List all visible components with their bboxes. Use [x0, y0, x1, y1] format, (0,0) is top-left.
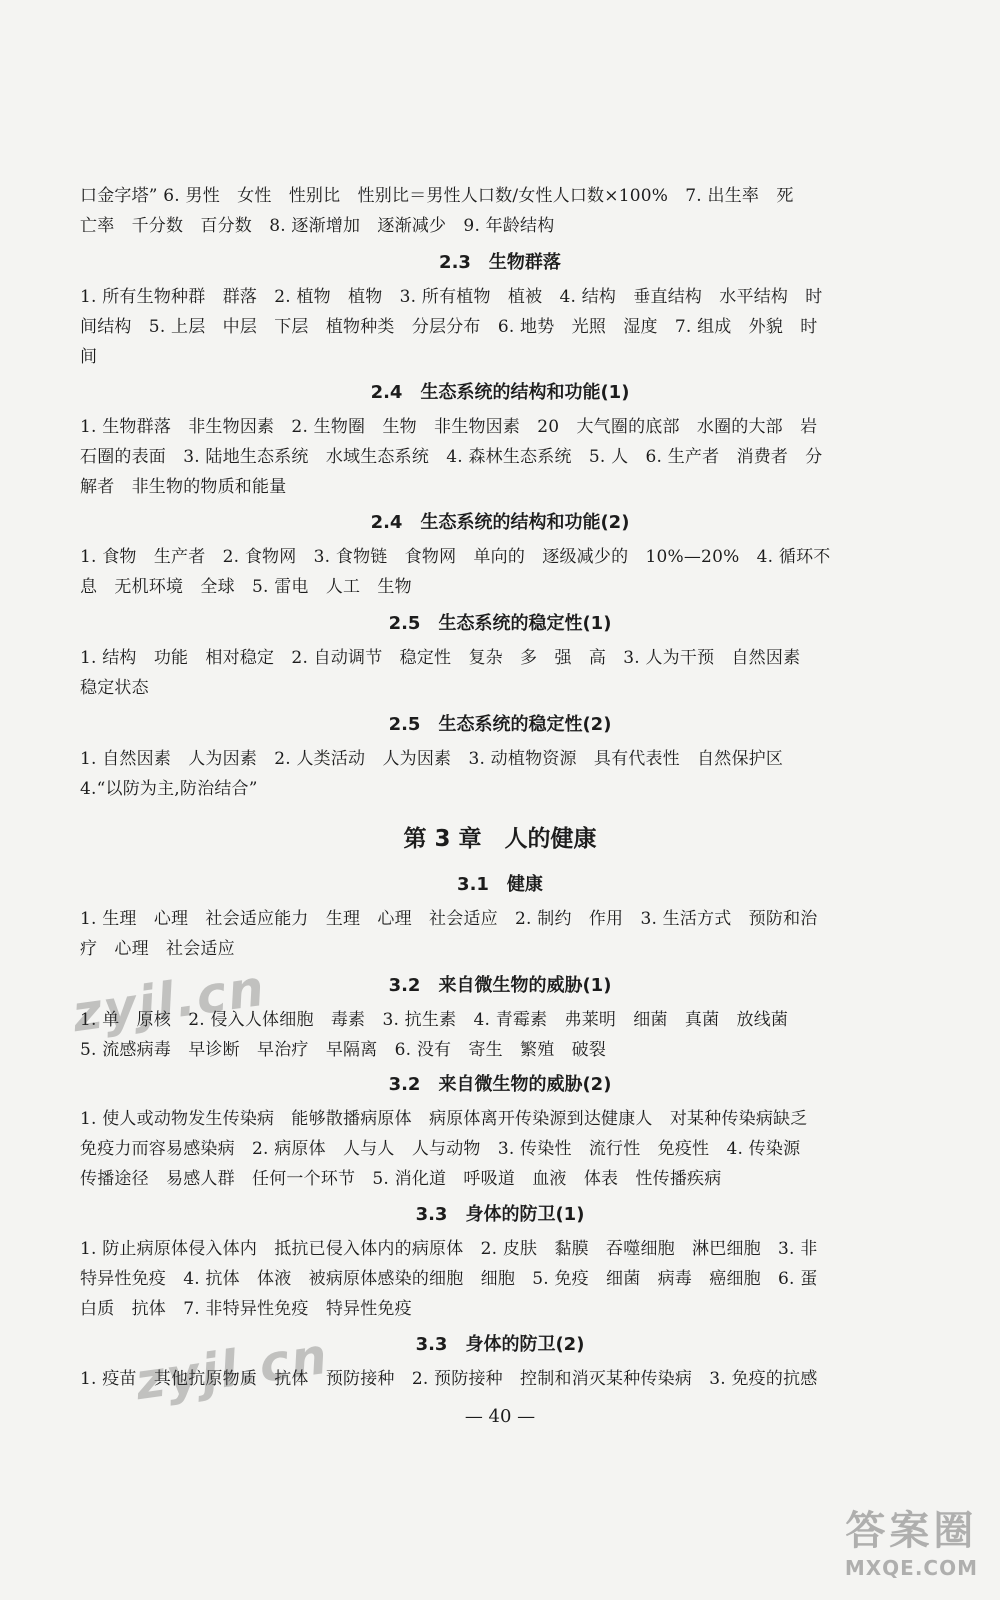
text-line: 1. 使人或动物发生传染病 能够散播病原体 病原体离开传染源到达健康人 对某种传染病缺乏	[80, 1109, 808, 1129]
text-line: 5. 流感病毒 早诊断 早治疗 早隔离 6. 没有 寄生 繁殖 破裂	[80, 1040, 607, 1060]
answer-paragraph	[80, 643, 900, 703]
text-line: 1. 结构 功能 相对稳定 2. 自动调节 稳定性 复杂 多 强 高 3. 人为干预 自然因素	[80, 648, 801, 668]
text-line: 特异性免疫 4. 抗体 体液 被病原体感染的细胞 细胞 5. 免疫 细菌 病毒 癌细胞 6. 蛋	[80, 1269, 818, 1289]
text-line: 1. 食物 生产者 2. 食物网 3. 食物链 食物网 单向的 逐级减少的 10%—20% 4. 循环不	[80, 547, 831, 567]
text-line: 疗 心理 社会适应	[80, 939, 235, 959]
section-heading: 2.4 生态系统的结构和功能(1)	[370, 382, 630, 403]
text-line: 亡率 千分数 百分数 8. 逐渐增加 逐渐减少 9. 年龄结构	[80, 216, 555, 236]
section-heading: 2.3 生物群落	[439, 252, 561, 273]
text-line: 1. 生物群落 非生物因素 2. 生物圈 生物 非生物因素 20 大气圈的底部 水圈的大部 岩	[80, 417, 818, 437]
section-heading: 2.5 生态系统的稳定性(2)	[388, 714, 612, 735]
text-line: 解者 非生物的物质和能量	[80, 477, 287, 497]
text-line: 间结构 5. 上层 中层 下层 植物种类 分层分布 6. 地势 光照 湿度 7. 组成 外貌 时	[80, 317, 818, 337]
answer-paragraph	[80, 181, 900, 241]
text-line: 1. 单 原核 2. 侵入人体细胞 毒素 3. 抗生素 4. 青霉素 弗莱明 细菌 真菌 放线菌	[80, 1010, 789, 1030]
section-heading: 3.2 来自微生物的威胁(2)	[388, 1074, 612, 1095]
corner-watermark-logo	[845, 1499, 978, 1580]
text-line: 1. 所有生物种群 群落 2. 植物 植物 3. 所有植物 植被 4. 结构 垂直结构 水平结构 时	[80, 287, 823, 307]
text-line: 1. 自然因素 人为因素 2. 人类活动 人为因素 3. 动植物资源 具有代表性 自然保护区	[80, 749, 784, 769]
answer-paragraph	[80, 904, 900, 964]
text-line: 1. 疫苗 其他抗原物质 抗体 预防接种 2. 预防接种 控制和消灭某种传染病 3. 免疫的抗感	[80, 1369, 818, 1389]
text-line: 白质 抗体 7. 非特异性免疫 特异性免疫	[80, 1299, 412, 1319]
text-line: 4.“以防为主,防治结合”	[80, 779, 258, 799]
section-heading: 3.3 身体的防卫(2)	[415, 1334, 585, 1355]
text-line: 息 无机环境 全球 5. 雷电 人工 生物	[80, 577, 412, 597]
text-line: 1. 防止病原体侵入体内 抵抗已侵入体内的病原体 2. 皮肤 黏膜 吞噬细胞 淋巴细胞 3. 非	[80, 1239, 818, 1259]
corner-watermark-url: MXQE.COM	[844, 1556, 978, 1580]
answer-paragraph	[80, 542, 900, 602]
section-heading: 3.3 身体的防卫(1)	[415, 1204, 585, 1225]
answer-paragraph	[80, 1234, 900, 1324]
text-line: 石圈的表面 3. 陆地生态系统 水域生态系统 4. 森林生态系统 5. 人 6. 生产者 消费者 分	[80, 447, 823, 467]
text-line: 稳定状态	[80, 678, 149, 698]
section-heading: 2.5 生态系统的稳定性(1)	[388, 613, 612, 634]
text-line: 1. 生理 心理 社会适应能力 生理 心理 社会适应 2. 制约 作用 3. 生活方式 预防和治	[80, 909, 818, 929]
text-line: 传播途径 易感人群 任何一个环节 5. 消化道 呼吸道 血液 体表 性传播疾病	[80, 1169, 722, 1189]
section-heading: 2.4 生态系统的结构和功能(2)	[370, 512, 630, 533]
answer-paragraph	[80, 412, 900, 502]
answer-paragraph	[80, 1104, 900, 1194]
section-heading: 3.2 来自微生物的威胁(1)	[388, 975, 612, 996]
answer-paragraph	[80, 744, 900, 804]
page-number: — 40 —	[464, 1406, 536, 1427]
corner-watermark-text: 答案圈	[845, 1508, 978, 1554]
text-line: 口金字塔” 6. 男性 女性 性别比 性别比＝男性人口数/女性人口数×100% 7. 出生率 死	[80, 186, 794, 206]
watermark-zyjl-top: zyjl.cn	[68, 958, 270, 1044]
watermark-zyjl-bottom: zyjl.cn	[131, 1326, 333, 1412]
answer-paragraph	[80, 282, 900, 372]
text-line: 免疫力而容易感染病 2. 病原体 人与人 人与动物 3. 传染性 流行性 免疫性 4. 传染源	[80, 1139, 801, 1159]
chapter-title: 第 3 章 人的健康	[403, 826, 597, 852]
text-line: 间	[80, 347, 98, 367]
section-heading: 3.1 健康	[457, 874, 543, 895]
